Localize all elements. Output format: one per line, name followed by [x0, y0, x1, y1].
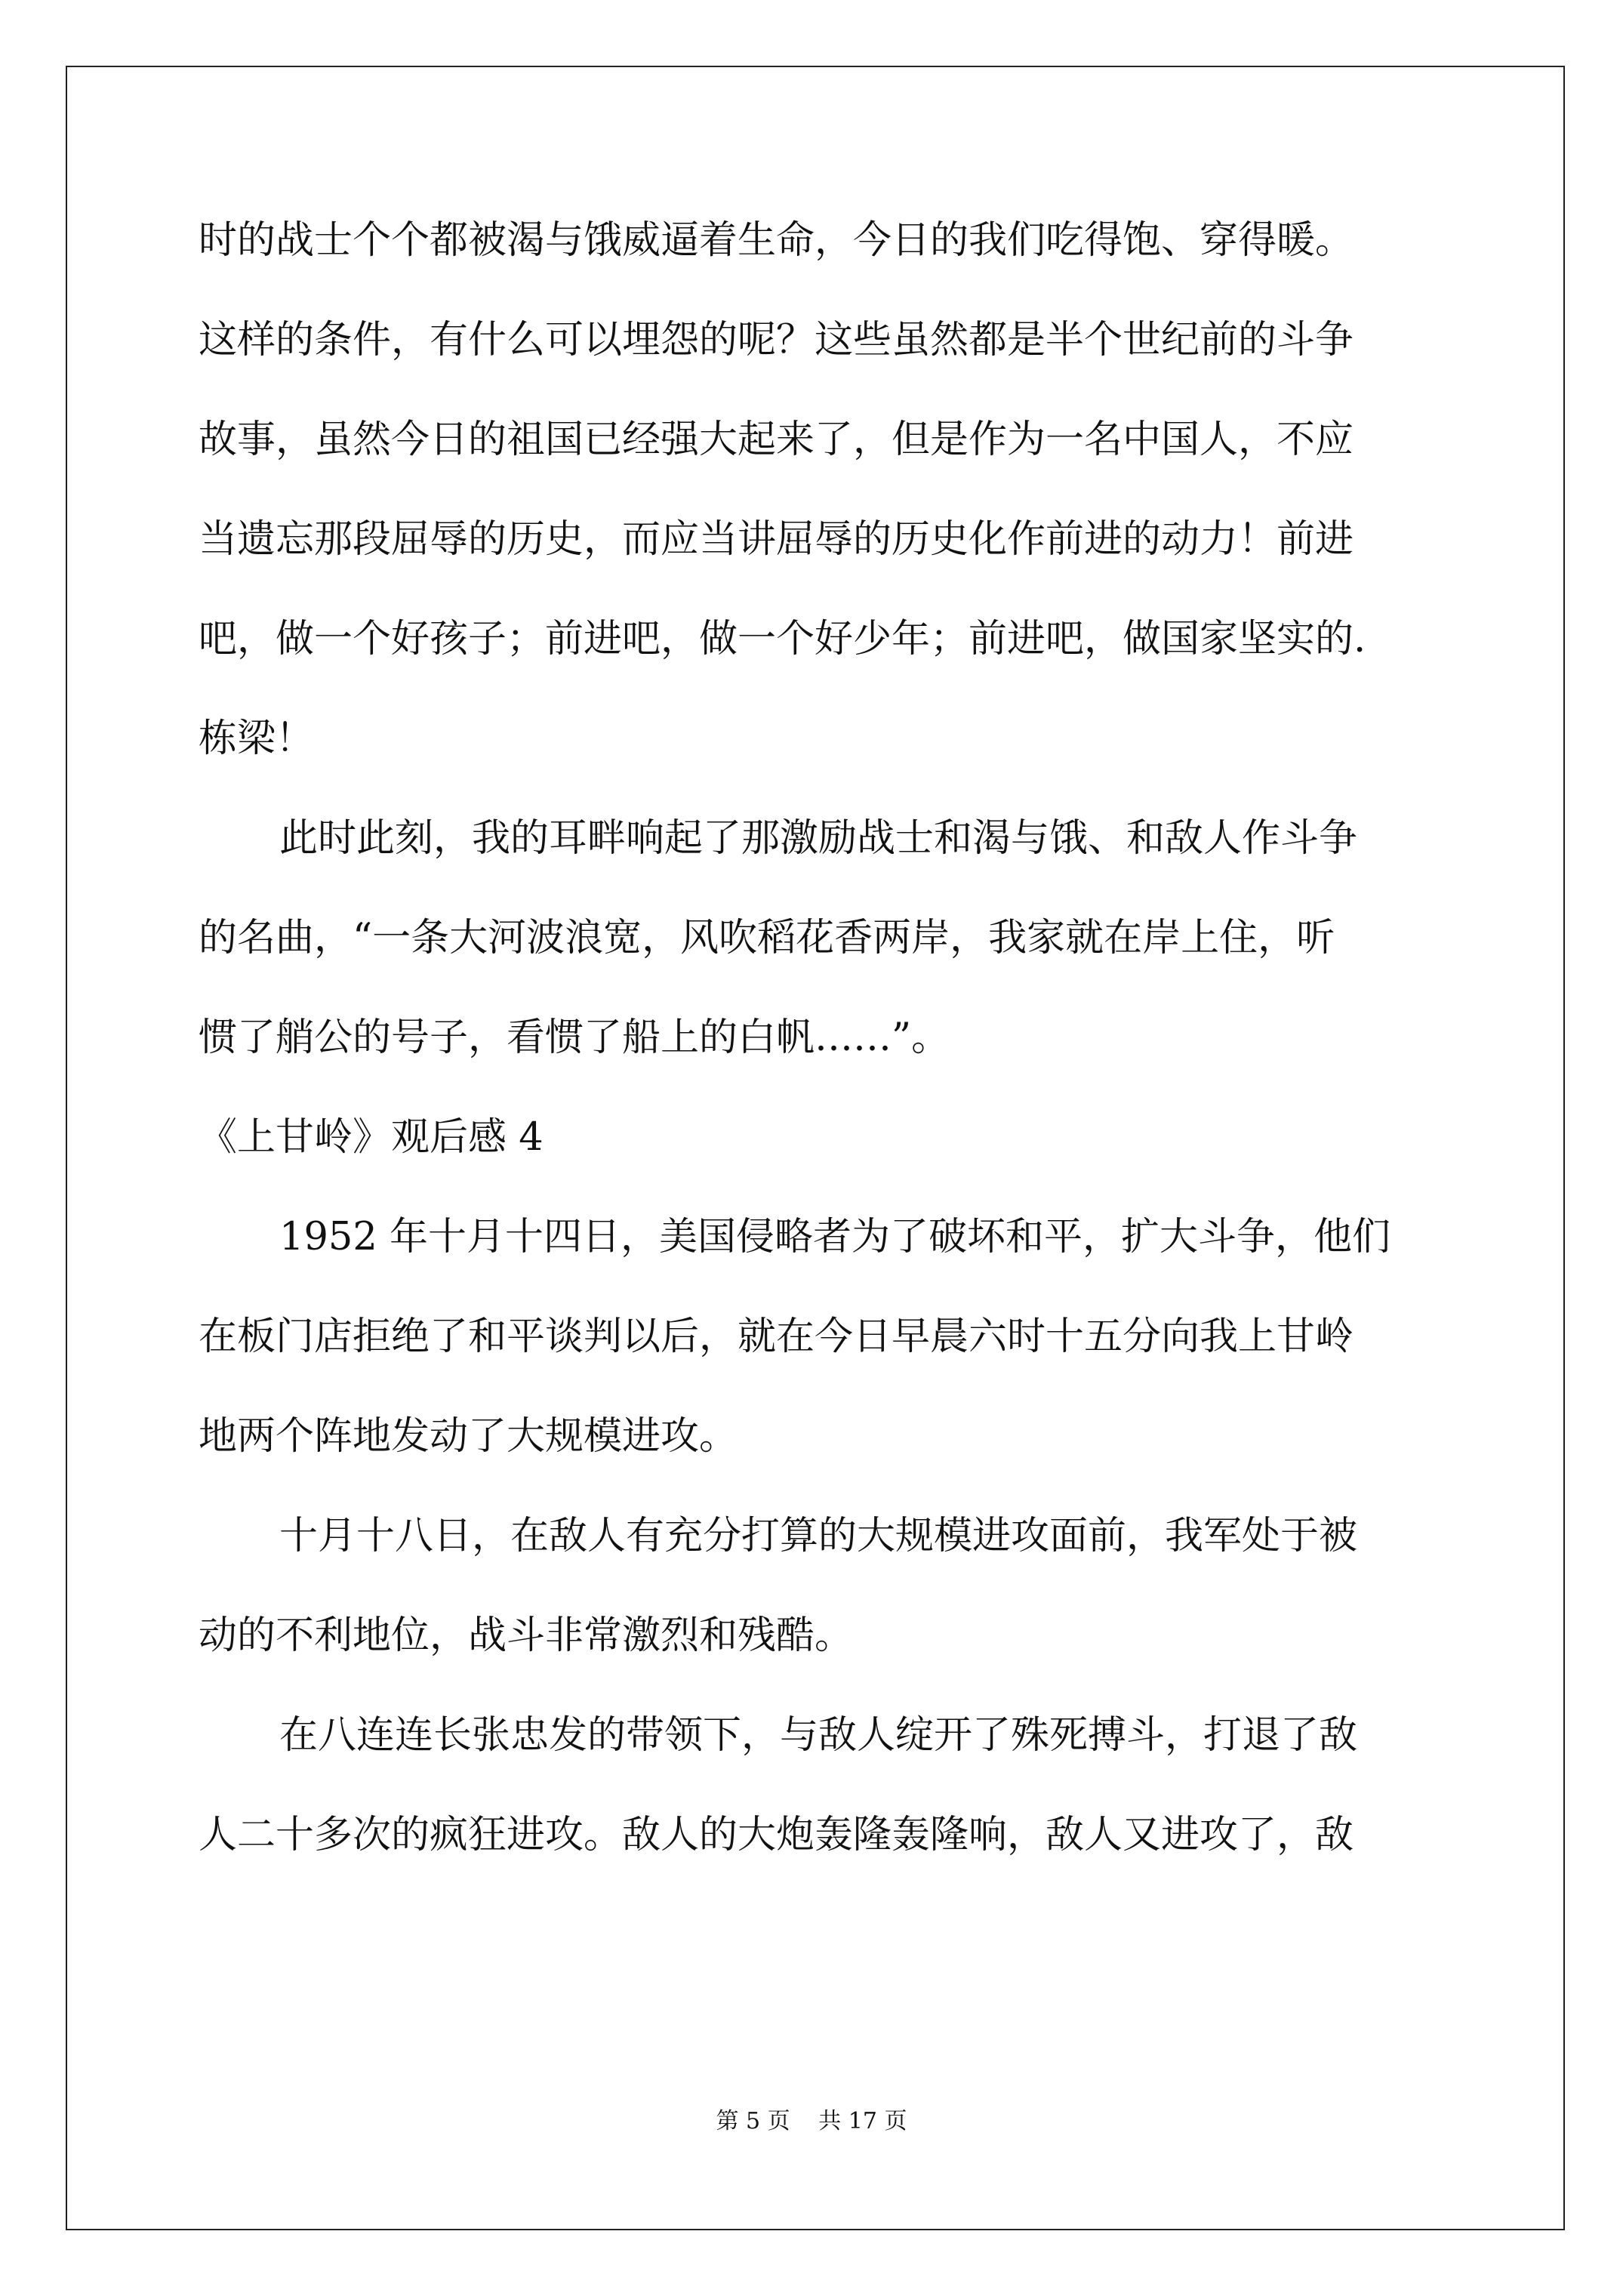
body-line-12: 在板门店拒绝了和平谈判以后，就在今日早晨六时十五分向我上甘岭	[199, 1314, 1354, 1359]
paragraph-start-line-3: 十月十八日，在敌人有充分打算的大规模进攻面前，我军处于被	[279, 1514, 1358, 1558]
body-line-13: 地两个阵地发动了大规模进攻。	[199, 1414, 738, 1459]
page-total: 共 17 页	[818, 2108, 907, 2134]
body-line-9: 惯了艄公的号子，看惯了船上的白帆……”。	[199, 1015, 950, 1060]
body-line-5: 吧，做一个好孩子；前进吧，做一个好少年；前进吧，做国家坚实的.	[199, 617, 1366, 661]
body-line-17: 人二十多次的疯狂进攻。敌人的大炮轰隆轰隆响，敌人又进攻了，敌	[199, 1813, 1354, 1857]
body-line-3: 故事，虽然今日的祖国已经强大起来了，但是作为一名中国人，不应	[199, 418, 1354, 462]
page-footer	[0, 2106, 1623, 2137]
paragraph-start-line-1: 此时此刻，我的耳畔响起了那激励战士和渴与饿、和敌人作斗争	[279, 816, 1358, 861]
section-heading: 《上甘岭》观后感 4	[199, 1115, 544, 1160]
body-line-15: 动的不利地位，战斗非常激烈和残酷。	[199, 1613, 854, 1658]
body-line-6: 栋梁！	[199, 717, 315, 761]
body-line-1: 时的战士个个都被渴与饿威逼着生命，今日的我们吃得饱、穿得暖。	[199, 218, 1354, 263]
body-line-8: 的名曲，“一条大河波浪宽，风吹稻花香两岸，我家就在岸上住，听	[199, 916, 1335, 960]
paragraph-start-line-4: 在八连连长张忠发的带领下，与敌人绽开了殊死搏斗，打退了敌	[279, 1713, 1358, 1758]
body-line-2: 这样的条件，有什么可以埋怨的呢？这些虽然都是半个世纪前的斗争	[199, 318, 1354, 362]
paragraph-start-line-2: 1952 年十月十四日，美国侵略者为了破坏和平，扩大斗争，他们	[279, 1215, 1391, 1259]
body-line-4: 当遗忘那段屈辱的历史，而应当讲屈辱的历史化作前进的动力！前进	[199, 517, 1354, 562]
page-number: 第 5 页	[716, 2108, 790, 2134]
